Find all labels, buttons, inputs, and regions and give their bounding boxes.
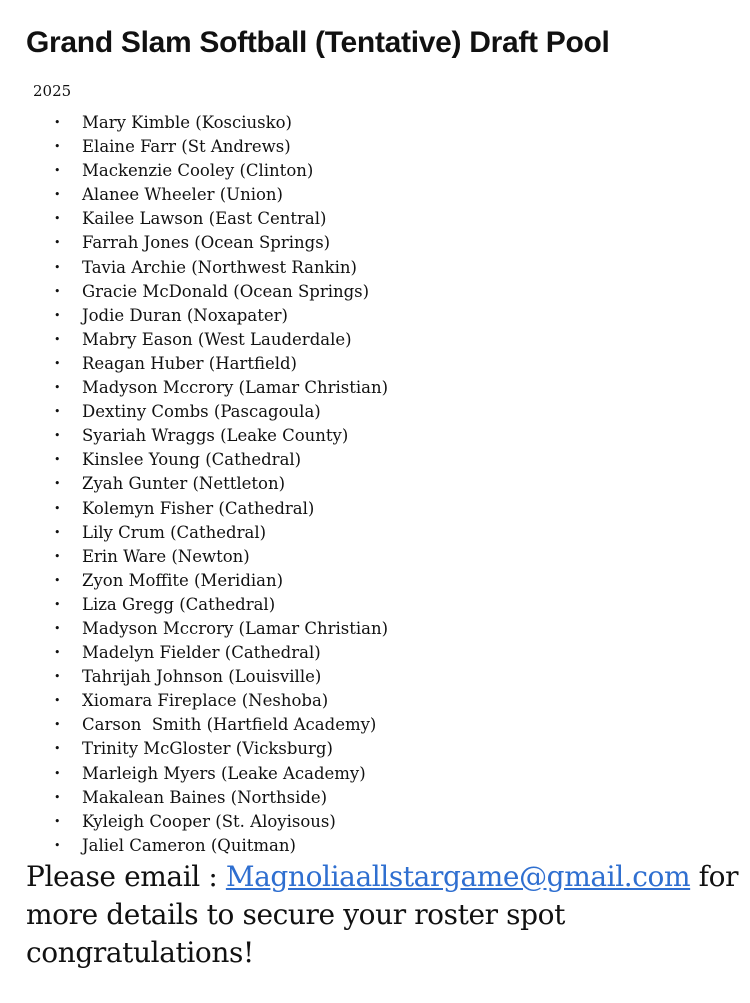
list-item — [50, 135, 388, 159]
bullet-icon: • — [54, 164, 61, 178]
player-name: Gracie McDonald (Ocean Springs) — [82, 281, 370, 301]
bullet-icon: • — [54, 573, 61, 587]
page-title: Grand Slam Softball (Tentative) Draft Pool — [26, 26, 610, 59]
bullet-icon: • — [54, 621, 61, 635]
email-link[interactable]: Magnoliaallstargame@gmail.com — [225, 860, 691, 893]
bullet-icon: • — [54, 284, 61, 298]
bullet-icon: • — [54, 332, 61, 346]
bullet-icon: • — [54, 718, 61, 732]
player-name: Tahrijah Johnson (Louisville) — [82, 667, 322, 687]
list-item — [50, 400, 388, 424]
footer-prefix: Please email : — [26, 860, 226, 893]
bullet-icon: • — [54, 597, 61, 611]
list-item — [50, 762, 388, 786]
player-name: Madyson Mccrory (Lamar Christian) — [82, 618, 389, 638]
player-name: Trinity McGloster (Vicksburg) — [82, 739, 333, 759]
list-item — [50, 521, 388, 545]
player-name: Kinslee Young (Cathedral) — [82, 450, 302, 470]
list-item — [50, 472, 388, 496]
bullet-icon: • — [54, 140, 61, 154]
player-name: Kailee Lawson (East Central) — [82, 209, 327, 229]
list-item — [50, 207, 388, 231]
footer-suffix: for more details to secure your roster spot congratulations! — [26, 860, 739, 969]
list-item — [50, 593, 388, 617]
list-item — [50, 665, 388, 689]
player-name: Mabry Eason (West Lauderdale) — [82, 329, 352, 349]
bullet-icon: • — [54, 525, 61, 539]
player-name: Makalean Baines (Northside) — [82, 787, 328, 807]
bullet-icon: • — [54, 501, 61, 515]
player-name: Jodie Duran (Noxapater) — [82, 305, 288, 325]
list-item — [50, 304, 388, 328]
bullet-icon: • — [54, 236, 61, 250]
bullet-icon: • — [54, 549, 61, 563]
list-item — [50, 280, 388, 304]
player-name: Alanee Wheeler (Union) — [82, 185, 283, 205]
list-item — [50, 786, 388, 810]
player-name: Zyah Gunter (Nettleton) — [82, 474, 286, 494]
bullet-icon: • — [54, 188, 61, 202]
bullet-icon: • — [54, 814, 61, 828]
list-item — [50, 424, 388, 448]
player-name: Reagan Huber (Hartfield) — [82, 353, 297, 373]
list-item — [50, 713, 388, 737]
bullet-icon: • — [54, 429, 61, 443]
bullet-icon: • — [54, 116, 61, 129]
year-label: 2025 — [33, 82, 72, 100]
player-name: Farrah Jones (Ocean Springs) — [82, 233, 331, 253]
list-item — [50, 328, 388, 352]
list-item — [50, 159, 388, 183]
list-item — [50, 497, 388, 521]
list-item — [50, 231, 388, 255]
player-name: Syariah Wraggs (Leake County) — [82, 426, 349, 446]
player-name: Lily Crum (Cathedral) — [82, 522, 267, 542]
player-name: Kolemyn Fisher (Cathedral) — [82, 498, 315, 518]
list-item — [50, 689, 388, 713]
bullet-icon: • — [54, 646, 61, 660]
list-item — [50, 569, 388, 593]
player-name: Madelyn Fielder (Cathedral) — [82, 643, 321, 663]
bullet-icon: • — [54, 453, 61, 467]
bullet-icon: • — [54, 742, 61, 756]
list-item — [50, 545, 388, 569]
player-name: Zyon Moffite (Meridian) — [82, 570, 284, 590]
player-name: Mackenzie Cooley (Clinton) — [82, 161, 314, 181]
list-item — [50, 448, 388, 472]
bullet-icon: • — [54, 308, 61, 322]
bullet-icon: • — [54, 381, 61, 395]
list-item — [50, 810, 388, 834]
bullet-icon: • — [54, 670, 61, 684]
player-name: Erin Ware (Newton) — [82, 546, 250, 566]
player-name: Elaine Farr (St Andrews) — [82, 137, 291, 157]
list-item — [50, 737, 388, 761]
bullet-icon: • — [54, 356, 61, 370]
player-name: Marleigh Myers (Leake Academy) — [82, 763, 366, 783]
player-name: Dextiny Combs (Pascagoula) — [82, 402, 321, 422]
bullet-icon: • — [54, 694, 61, 708]
list-item — [50, 256, 388, 280]
list-item — [50, 183, 388, 207]
player-name: Madyson Mccrory (Lamar Christian) — [82, 378, 389, 398]
player-name: Liza Gregg (Cathedral) — [82, 594, 276, 614]
list-item — [50, 376, 388, 400]
bullet-icon: • — [54, 212, 61, 226]
bullet-icon: • — [54, 790, 61, 804]
player-list — [50, 111, 388, 858]
player-name: Mary Kimble (Kosciusko) — [82, 113, 292, 132]
bullet-icon: • — [54, 766, 61, 780]
list-item — [50, 834, 388, 858]
list-item — [50, 352, 388, 376]
bullet-icon: • — [54, 405, 61, 419]
player-name: Jaliel Cameron (Quitman) — [82, 835, 296, 855]
list-item — [50, 641, 388, 665]
list-item — [50, 111, 388, 135]
bullet-icon: • — [54, 477, 61, 491]
footer-text — [26, 858, 748, 972]
player-name: Xiomara Fireplace (Neshoba) — [82, 691, 329, 711]
bullet-icon: • — [54, 260, 61, 274]
list-item — [50, 617, 388, 641]
player-name: Carson Smith (Hartfield Academy) — [82, 715, 377, 735]
bullet-icon: • — [54, 838, 61, 852]
player-name: Kyleigh Cooper (St. Aloyisous) — [82, 811, 336, 831]
player-name: Tavia Archie (Northwest Rankin) — [82, 257, 357, 277]
